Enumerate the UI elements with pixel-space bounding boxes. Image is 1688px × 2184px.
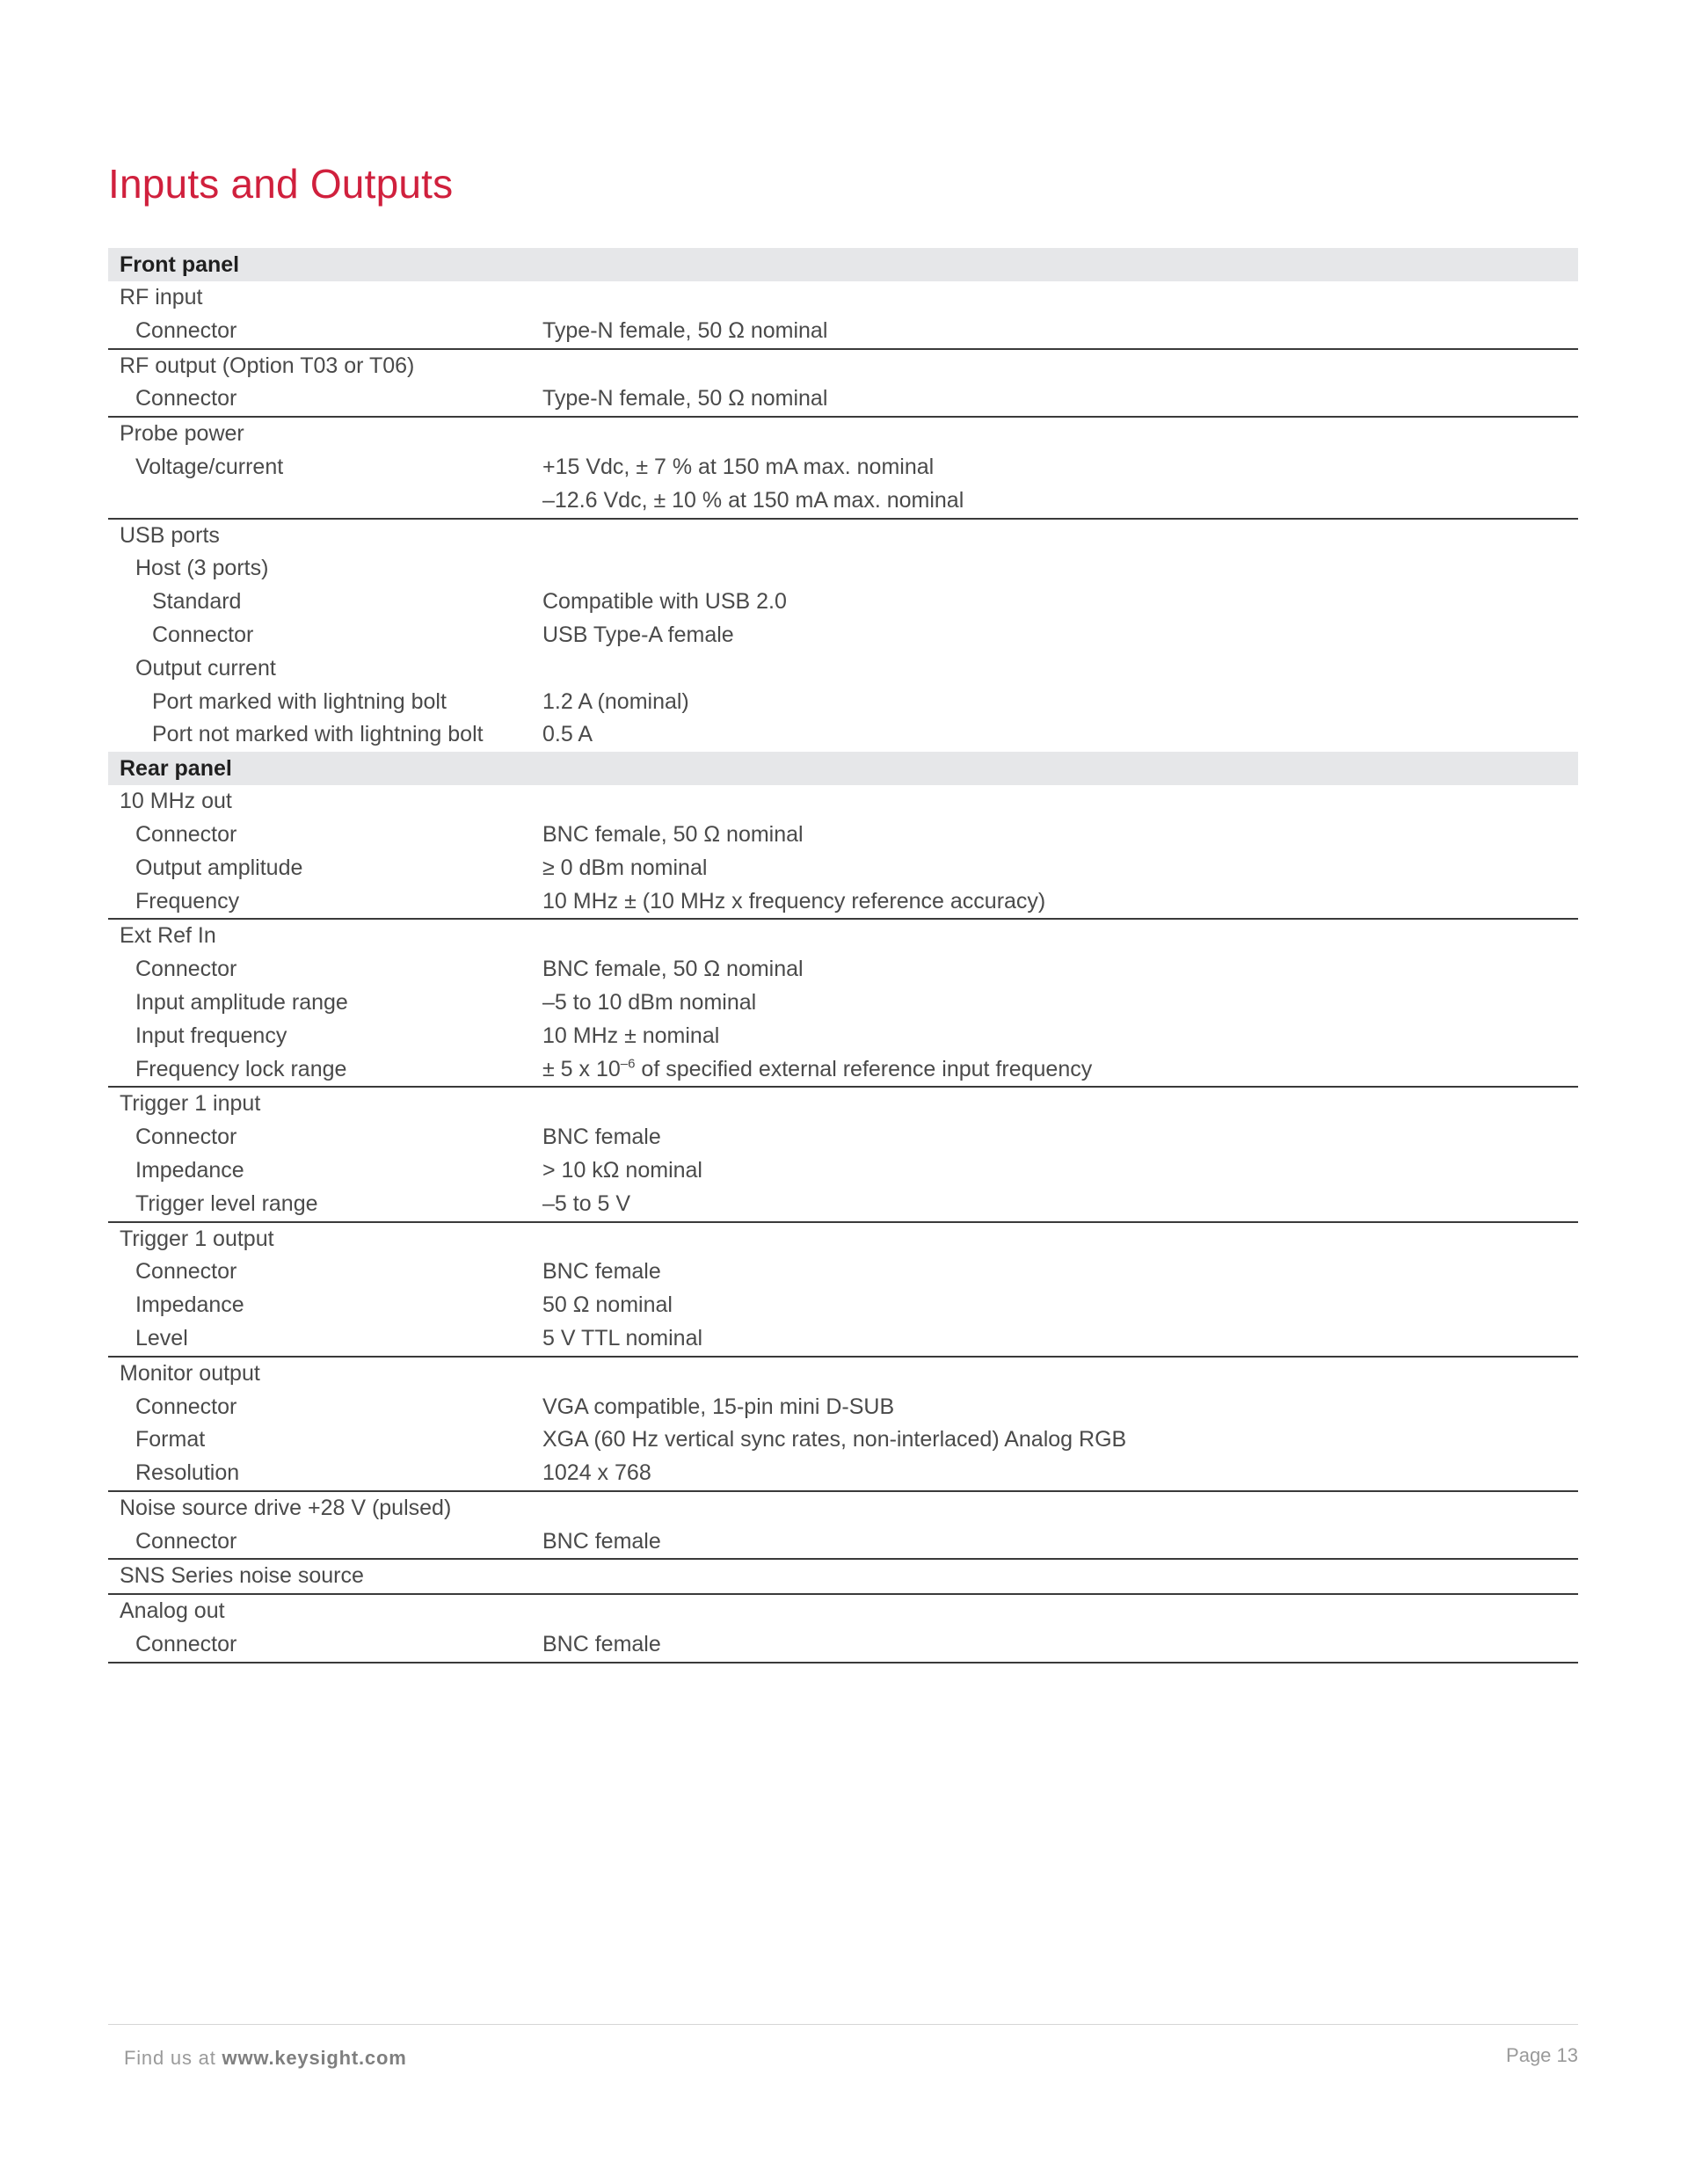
row-label: Frequency [135, 888, 240, 914]
row-label: Frequency lock range [135, 1056, 347, 1081]
table-row [108, 1628, 1578, 1662]
table-row [108, 652, 1578, 686]
row-value: 10 MHz ± (10 MHz x frequency reference accuracy) [542, 888, 1046, 914]
row-value: –5 to 10 dBm nominal [542, 989, 757, 1015]
row-value: 50 Ω nominal [542, 1292, 673, 1318]
row-value: 10 MHz ± nominal [542, 1023, 720, 1048]
table-row [108, 1322, 1578, 1356]
row-value: BNC female [542, 1528, 661, 1554]
row-value: BNC female [542, 1259, 661, 1285]
row-value: –5 to 5 V [542, 1190, 631, 1216]
spec-group-sns-noise-source [108, 1560, 1578, 1595]
table-row [108, 1154, 1578, 1188]
row-label: Input amplitude range [135, 989, 348, 1015]
table-row [108, 451, 1578, 484]
table-row [108, 586, 1578, 619]
spec-group-noise-source-drive [108, 1492, 1578, 1561]
spec-group-monitor-output [108, 1358, 1578, 1492]
table-row [108, 1020, 1578, 1053]
row-value: Compatible with USB 2.0 [542, 589, 787, 615]
row-value: BNC female [542, 1125, 661, 1150]
row-label: Impedance [135, 1292, 244, 1318]
section-header-front-panel: Front panel [108, 248, 1578, 281]
row-label: Connector [135, 386, 237, 411]
row-label: Standard [152, 589, 242, 615]
footer-prefix: Find us at [124, 2047, 222, 2069]
table-row [108, 885, 1578, 919]
row-value: 0.5 A [542, 722, 593, 747]
row-label: Connector [135, 957, 237, 982]
row-label: Resolution [135, 1460, 240, 1486]
row-label: SNS Series noise source [120, 1563, 364, 1589]
row-label: Monitor output [120, 1360, 260, 1386]
spec-group-rf-output [108, 350, 1578, 419]
row-label: Noise source drive +28 V (pulsed) [120, 1495, 452, 1520]
row-label: 10 MHz out [120, 789, 232, 814]
table-row [108, 382, 1578, 416]
table-row [108, 315, 1578, 348]
row-value: BNC female [542, 1632, 661, 1657]
footer-contact [124, 2047, 407, 2070]
row-label: Connector [135, 1528, 237, 1554]
table-row [108, 1423, 1578, 1457]
table-row [108, 718, 1578, 752]
table-row [108, 1053, 1578, 1087]
table-row [108, 350, 1578, 383]
row-label: Level [135, 1325, 188, 1350]
table-row [108, 1256, 1578, 1289]
page-title: Inputs and Outputs [108, 161, 454, 207]
row-value: 1.2 A (nominal) [542, 688, 689, 714]
row-value: 5 V TTL nominal [542, 1325, 703, 1350]
value-exponent: –6 [620, 1056, 636, 1072]
table-row [108, 418, 1578, 451]
row-label: Impedance [135, 1157, 244, 1183]
row-label: Format [135, 1427, 206, 1452]
spec-group-probe-power [108, 418, 1578, 519]
row-label: Probe power [120, 421, 244, 447]
row-label: Voltage/current [135, 454, 284, 479]
row-label: Input frequency [135, 1023, 287, 1048]
spec-group-10mhz-out [108, 785, 1578, 920]
row-value: BNC female, 50 Ω nominal [542, 957, 804, 982]
table-row [108, 920, 1578, 953]
row-label: Trigger 1 input [120, 1091, 261, 1117]
table-row [108, 986, 1578, 1020]
row-label: Host (3 ports) [135, 556, 269, 581]
spec-group-analog-out [108, 1595, 1578, 1663]
row-label: Connector [135, 1632, 237, 1657]
row-value: ≥ 0 dBm nominal [542, 855, 708, 880]
row-label: RF output (Option T03 or T06) [120, 353, 415, 378]
row-value [542, 1053, 1578, 1087]
spec-group-ext-ref-in [108, 920, 1578, 1088]
spec-table [108, 248, 1578, 1663]
table-row [108, 1457, 1578, 1490]
table-row [108, 953, 1578, 986]
table-row [108, 1525, 1578, 1559]
table-row [108, 1391, 1578, 1424]
page-number: Page 13 [1506, 2044, 1578, 2066]
row-value: XGA (60 Hz vertical sync rates, non-interlaced) Analog RGB [542, 1427, 1127, 1452]
table-row [108, 852, 1578, 885]
table-row [108, 1088, 1578, 1121]
table-row [108, 1595, 1578, 1628]
table-row [108, 281, 1578, 315]
row-label: Connector [152, 622, 254, 647]
value-suffix: of specified external reference input frequency [635, 1056, 1093, 1081]
value-base: ± 5 x 10 [542, 1056, 621, 1081]
row-label: Ext Ref In [120, 923, 216, 949]
row-label: Trigger level range [135, 1190, 318, 1216]
row-label: Connector [135, 1125, 237, 1150]
table-row [108, 785, 1578, 819]
table-row [108, 819, 1578, 852]
row-value: USB Type-A female [542, 622, 734, 647]
row-label: Analog out [120, 1598, 225, 1624]
row-label: Output current [135, 655, 276, 681]
row-label: USB ports [120, 522, 220, 548]
table-row [108, 520, 1578, 553]
row-label: Port not marked with lightning bolt [152, 722, 484, 747]
row-value: Type-N female, 50 Ω nominal [542, 386, 828, 411]
row-label: Connector [135, 1259, 237, 1285]
table-row [108, 1188, 1578, 1221]
row-label: Output amplitude [135, 855, 303, 880]
row-value: > 10 kΩ nominal [542, 1157, 702, 1183]
table-row [108, 619, 1578, 652]
row-value: BNC female, 50 Ω nominal [542, 821, 804, 847]
table-row [108, 1289, 1578, 1322]
table-row [108, 552, 1578, 586]
row-label: Connector [135, 821, 237, 847]
spec-group-usb-ports [108, 520, 1578, 753]
row-value: +15 Vdc, ± 7 % at 150 mA max. nominal [542, 454, 935, 479]
row-label: Connector [135, 317, 237, 343]
table-row [108, 686, 1578, 719]
table-row [108, 1560, 1578, 1593]
table-row [108, 1358, 1578, 1391]
row-label: Connector [135, 1394, 237, 1419]
row-label: Port marked with lightning bolt [152, 688, 447, 714]
spec-group-rf-input [108, 281, 1578, 350]
row-value: –12.6 Vdc, ± 10 % at 150 mA max. nominal [542, 487, 964, 513]
table-row [108, 1223, 1578, 1256]
row-value: VGA compatible, 15-pin mini D-SUB [542, 1394, 895, 1419]
section-header-rear-panel: Rear panel [108, 752, 1578, 785]
table-row [108, 484, 1578, 518]
spec-group-trigger-1-input [108, 1088, 1578, 1222]
table-row [108, 1121, 1578, 1154]
row-value: 1024 x 768 [542, 1460, 651, 1486]
spec-group-trigger-1-output [108, 1223, 1578, 1358]
row-label: Trigger 1 output [120, 1226, 274, 1251]
footer-divider [108, 2024, 1578, 2025]
row-value: Type-N female, 50 Ω nominal [542, 317, 828, 343]
footer-url-link[interactable]: www.keysight.com [222, 2047, 407, 2069]
row-label: RF input [120, 285, 203, 309]
table-row [108, 1492, 1578, 1525]
